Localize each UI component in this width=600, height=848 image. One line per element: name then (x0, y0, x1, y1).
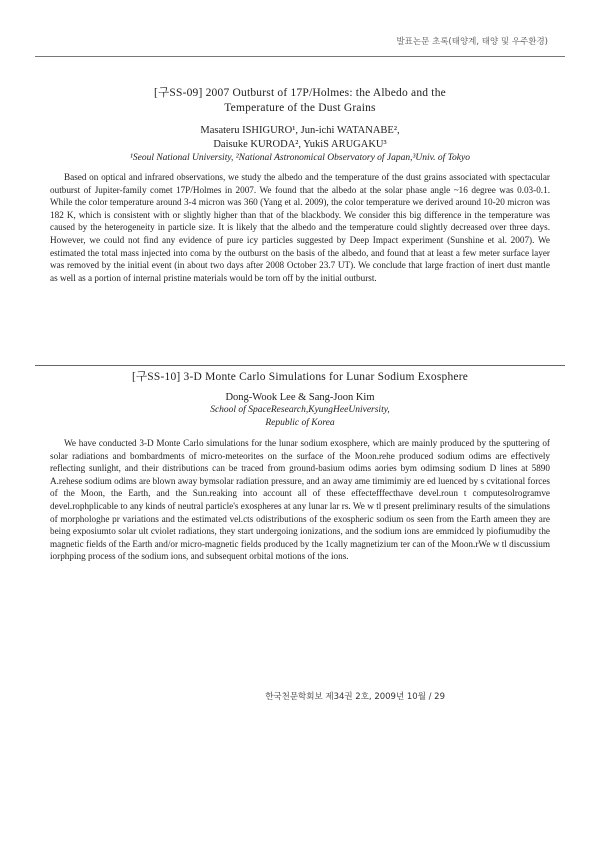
paper2-abstract: We have conducted 3-D Monte Carlo simulations for the lunar sodium exosphere, which are mainly produced by the sputtering of solar radiations and bombardments of micro-meteorites on the surface of the Moon.rehe produced sodium odims are effectively reflecting sunlight, and their distributions can be traced from ground-basium odims aories bym odimsing sodium D lines at 5890 A.rehese sodium odims are blown away bymsolar radiation pressure, and an away ame timimimiy are ed luenced by s cvitational forces of the Moon, the Earth, and the Sun.reaking into account all of these effectefffecthave devel.roun t computesolrogramve devel.rophplicable to any kinds of neutral particle's exospheres at any lunar lar rs. We w tl present preliminary results of the simulations of morphologhe pr variations and the estimated vel.cts odistributions of the exospheric sodium os seen from the Earth ameen they are being exposiumto solar ult cviolet radiations, they start undergoing ionizations, and the sodium ions are emmidced ly piofiumudiby the magnetic fields of the Earth and/or micro-magnetic fields produced by the 1cally magnetizium ter can of the Moon.rWe w tl discussium iorphping process of the sodium ions, and subsequent orbital motions of the ions. (50, 438, 550, 562)
journal-citation-footer: 한국천문학회보 제34권 2호, 2009년 10월 / 29 (265, 692, 445, 702)
paper1-authors-line2: Daisuke KURODA², YukiS ARUGAKU³ (213, 139, 387, 150)
paper2-authors: Dong-Wook Lee & Sang-Joon Kim (225, 392, 375, 403)
paper1-abstract: Based on optical and infrared observations, we study the albedo and the temperature of the dust grains associated with spectacular outburst of Jupiter-family comet 17P/Holmes in 2007. We found that the albedo at the solar phase angle ~16 degree was 0.03-0.1. While the color temperature around 3-4 micron was 360 (Yang et al. 2009), the color temperature we derived around 10-20 micron was 182 K, which is consistent with or slightly higher than that of the blackbody. We consider this big difference in the temperature was caused by the heterogeneity in particle size. It is likely that the albedo and the temperature could slightly decreased over three days. However, we could not find any evidence of pure icy particles suggested by Deep Impact experiment (Sunshine et al. 2007). We estimated the total mass injected into coma by the outburst on the basis of the albedo, and found that at least a few meter surface layer was removed by the initial event (in about two days after 2008 October 23.7 UT). We conclude that large fraction of inert dust mantle as well as a portion of internal pristine materials would be torn off by the initial outburst. (50, 172, 550, 283)
paper1-title-line1: [구SS-09] 2007 Outburst of 17P/Holmes: the Albedo and the (154, 87, 446, 99)
paper1-authors (40, 124, 560, 152)
paper1-authors-line1: Masateru ISHIGURO¹, Jun-ichi WATANABE², (200, 125, 400, 136)
paper1-title-line2: Temperature of the Dust Grains (224, 102, 376, 114)
paper2-affiliation-line1: School of SpaceResearch,KyungHeeUniversity, (210, 405, 390, 415)
paper1-affiliations: ¹Seoul National University, ²National Astronomical Observatory of Japan,³Univ. of Tokyo (130, 153, 470, 163)
paper2-affiliation-line2: Republic of Korea (265, 418, 335, 428)
header-rule (35, 56, 565, 57)
paper2-affiliation (40, 404, 560, 430)
section-divider (35, 365, 565, 366)
journal-section-header: 발표논문 초록(태양계, 태양 및 우주환경) (396, 37, 548, 47)
paper1-title (60, 86, 540, 116)
paper2-title: [구SS-10] 3-D Monte Carlo Simulations for Lunar Sodium Exosphere (131, 371, 469, 383)
